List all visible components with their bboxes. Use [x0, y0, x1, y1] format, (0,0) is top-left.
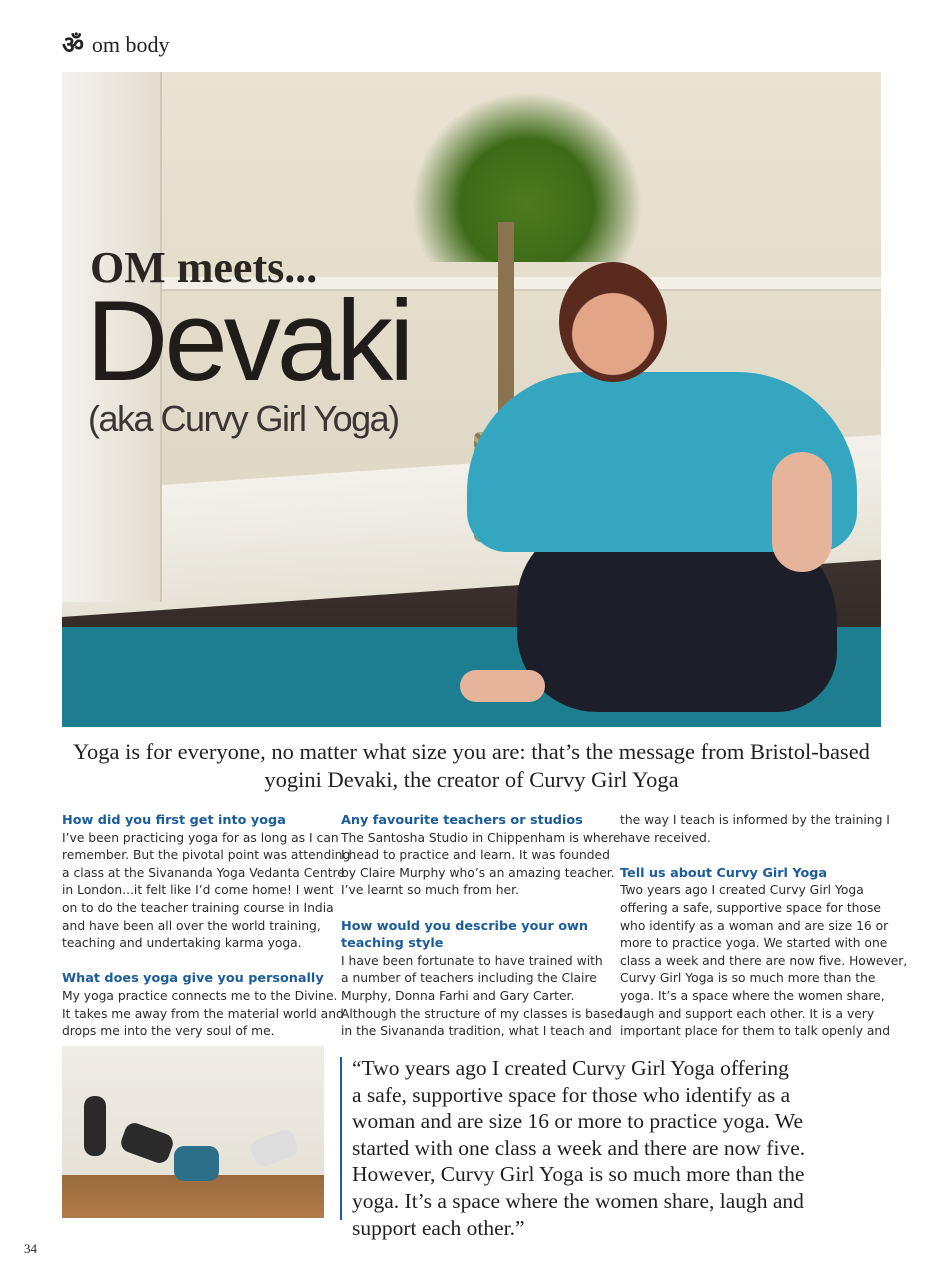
student-figure: [118, 1120, 175, 1165]
question-heading: How would you describe your own teaching style: [341, 918, 588, 952]
om-logo-icon: ॐ: [62, 30, 84, 59]
quote-line: woman and are size 16 or more to practice yoga. We: [352, 1109, 803, 1134]
answer-line: It takes me away from the material world and: [62, 1006, 344, 1021]
answer-line: teaching and undertaking karma yoga.: [62, 936, 302, 951]
answer-line: by Claire Murphy who’s an amazing teacher.: [341, 865, 615, 880]
column-2: [341, 812, 623, 1058]
section-name: om body: [91, 31, 170, 57]
quote-line: However, Curvy Girl Yoga is so much more than the: [352, 1162, 805, 1187]
student-figure: [84, 1096, 106, 1156]
answer-line: a number of teachers including the Claire: [341, 971, 597, 986]
plant-leaves: [392, 72, 662, 262]
answer-line: a class at the Sivananda Yoga Vedanta Centre: [62, 865, 345, 880]
quote-line: support each other.”: [352, 1215, 525, 1240]
answer-line: The Santosha Studio in Chippenham is where: [341, 830, 621, 845]
answer-line: remember. But the pivotal point was attending: [62, 848, 351, 863]
woman-head: [559, 262, 667, 382]
answer-line: important place for them to talk openly and: [620, 1024, 891, 1039]
column-1: [62, 812, 351, 1058]
title-kicker: OM meets...: [90, 243, 318, 292]
answer-line: who identify as a woman and are size 16 or: [620, 918, 889, 933]
page-number: 34: [24, 1241, 37, 1256]
answer-line: on to do the teacher training course in India: [62, 900, 334, 915]
answer-line: and have been all over the world training,: [62, 918, 321, 933]
answer-line: Murphy, Donna Farhi and Gary Carter.: [341, 988, 575, 1003]
answer-line: in the Sivananda tradition, what I teach and: [341, 1024, 612, 1039]
raised-foot: [772, 452, 832, 572]
answer-line: in London...it felt like I’d come home! I went: [62, 883, 334, 898]
student-figure: [249, 1127, 301, 1169]
qa-section: [341, 812, 621, 900]
title-aka: (aka Curvy Girl Yoga): [88, 398, 399, 439]
question-heading: How did you first get into yoga: [62, 813, 286, 828]
answer-line: Two years ago I created Curvy Girl Yoga: [620, 883, 864, 898]
class-photo: [62, 1046, 324, 1218]
column-3: [620, 812, 908, 1058]
answer-line: I’ve learnt so much from her.: [341, 883, 519, 898]
title-name: Devaki: [86, 278, 411, 405]
answer-line: class a week and there are now five. However,: [620, 953, 908, 968]
answer-line: Curvy Girl Yoga is so much more than the: [620, 971, 876, 986]
standfirst: Yoga is for everyone, no matter what size you are: that’s the message from Bristol-based yogini Devaki, the creator of Curvy Girl Yoga: [73, 739, 870, 792]
question-heading: Any favourite teachers or studios: [341, 813, 583, 828]
quote-line: started with one class a week and there are now five.: [352, 1135, 806, 1160]
answer-line: I’ve been practicing yoga for as long as I can: [62, 830, 339, 845]
answer-line: more to practice yoga. We started with one: [620, 936, 888, 951]
answer-line: My yoga practice connects me to the Divine.: [62, 988, 338, 1003]
quote-line: yoga. It’s a space where the women share, laugh and: [352, 1188, 804, 1213]
answer-line: yoga. It’s a space where the women share,: [620, 988, 885, 1003]
student-figure: [174, 1146, 219, 1181]
quote-line: “Two years ago I created Curvy Girl Yoga offering: [352, 1056, 789, 1080]
floor-foot: [460, 670, 545, 702]
answer-line: I have been fortunate to have trained with: [341, 953, 603, 968]
pull-quote: [352, 1055, 805, 1241]
qa-section: [62, 970, 344, 1040]
qa-section: [620, 865, 908, 1041]
answer-line: laugh and support each other. It is a very: [620, 1006, 875, 1021]
qa-section: [620, 812, 892, 847]
question-heading: What does yoga give you personally: [62, 971, 324, 987]
answer-line: offering a safe, supportive space for those: [620, 900, 881, 915]
section-header: [62, 28, 170, 61]
pull-quote-rule: [340, 1057, 342, 1220]
answer-line: Although the structure of my classes is based: [341, 1006, 623, 1021]
answer-line: drops me into the very soul of me.: [62, 1024, 275, 1039]
qa-section: [341, 918, 623, 1041]
qa-section: [62, 812, 351, 953]
answer-line: have received.: [620, 830, 711, 845]
quote-line: a safe, supportive space for those who identify as a: [352, 1082, 791, 1107]
answer-line: I head to practice and learn. It was founded: [341, 848, 610, 863]
question-heading: Tell us about Curvy Girl Yoga: [620, 865, 828, 881]
answer-line: the way I teach is informed by the training I: [620, 813, 890, 827]
